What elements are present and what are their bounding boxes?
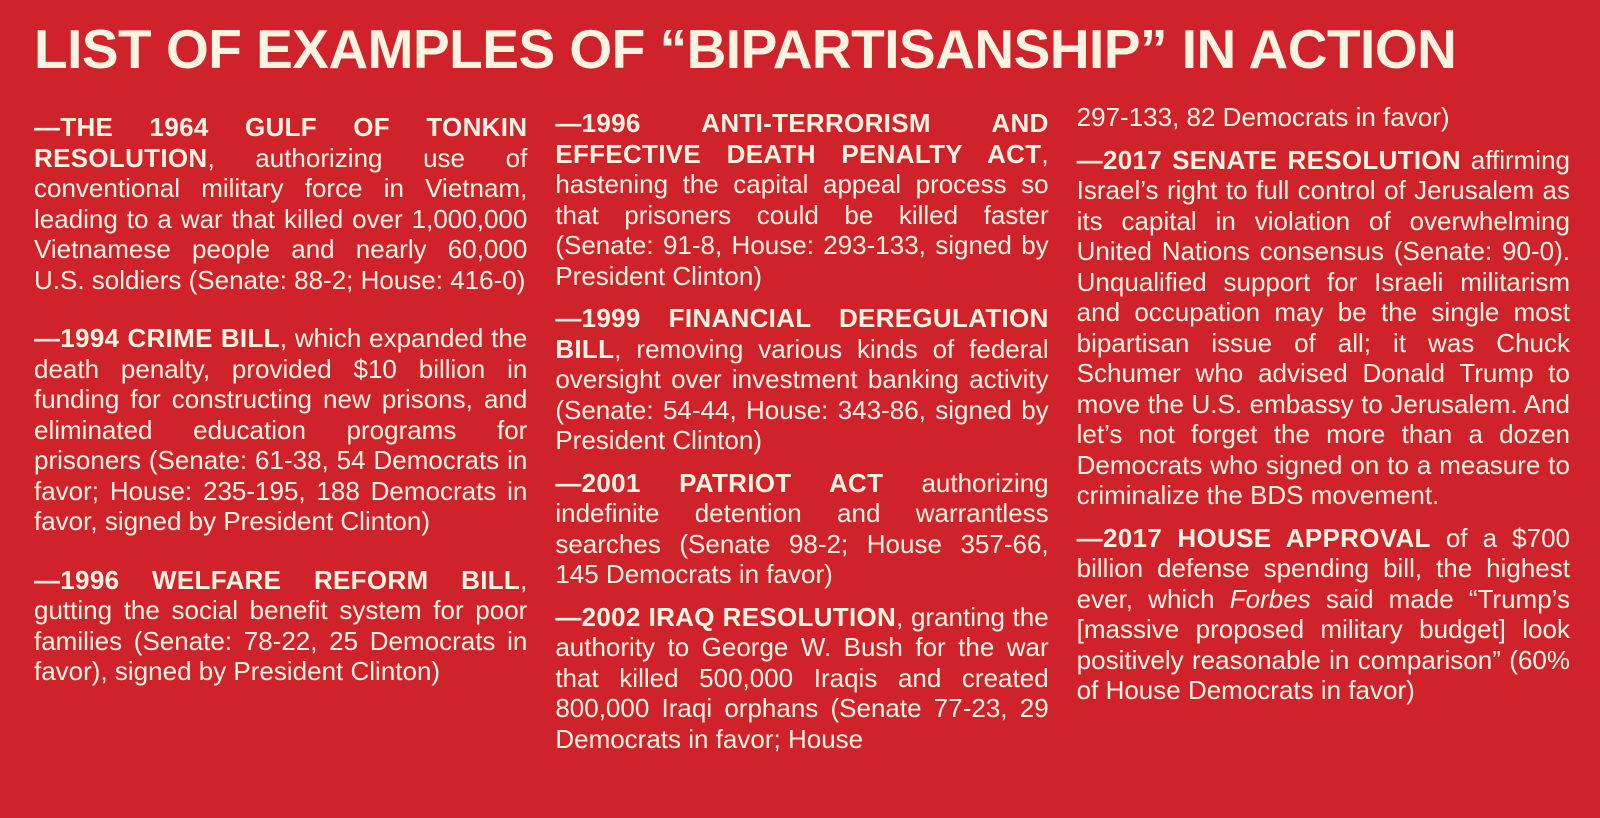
entry-text: of a $700 billion defense spending bill, the highest ever, which <box>1076 522 1570 614</box>
columns <box>34 102 1570 766</box>
entry-lead: —THE 1964 GULF OF TONKIN RESOLUTION <box>34 112 528 173</box>
entry-lead: —1999 FINANCIAL DEREGULATION BILL <box>555 303 1049 364</box>
entry-lead: —1994 CRIME BILL <box>34 323 280 353</box>
page-title: LIST OF EXAMPLES OF “BIPARTISANSHIP” IN ACTION <box>34 18 1457 80</box>
entry-senate-resolution-2017 <box>1077 145 1570 511</box>
entry-text: , removing various kinds of federal oversight over investment banking activity (Senate: 54-44, House: 343-86, signed by President Clinton) <box>555 333 1049 455</box>
column-2 <box>555 108 1048 766</box>
entry-lead: —2002 IRAQ RESOLUTION <box>555 601 897 632</box>
entry-financial-deregulation-bill <box>555 303 1048 456</box>
column-3 <box>1077 102 1570 766</box>
entry-text: authorizing indefinite detention and warrantless searches (Senate 98-2; House 357-66, 145 Democrats in favor) <box>555 467 1049 589</box>
entry-text: , authorizing use of conventional military force in Vietnam, leading to a war that killed over 1,000,000 Vietnamese people and nearly 60,000 U.S. soldiers (Senate: 88-2; House: 416-0) <box>34 142 528 295</box>
entry-lead: —1996 WELFARE REFORM BILL <box>34 564 521 595</box>
entry-lead: —2017 SENATE RESOLUTION <box>1076 144 1461 175</box>
entry-patriot-act <box>555 468 1048 590</box>
entry-lead: —1996 ANTI-TERRORISM AND EFFECTIVE DEATH PENALTY ACT <box>555 108 1049 169</box>
entry-italic-text: Forbes <box>1229 583 1311 614</box>
entry-text: , granting the authority to George W. Bush for the war that killed 500,000 Iraqis and created 800,000 Iraqi orphans (Senate 77-23, 29 Democrats in favor; House <box>555 601 1049 754</box>
entry-house-approval-2017 <box>1077 523 1570 706</box>
entry-text: , hastening the capital appeal process so that prisoners could be killed faster (Senate: 91-8, House: 293-133, signed by President Clinton) <box>555 138 1049 291</box>
entry-lead: —2017 HOUSE APPROVAL <box>1076 522 1431 553</box>
entry-text-after: said made “Trump’s [massive proposed military budget] look positively reasonable in comparison” (60% of House Democrats in favor) <box>1076 583 1570 705</box>
column-1 <box>34 112 527 766</box>
entry-text: , which expanded the death penalty, provided $10 billion in funding for constructing new prisons, and eliminated education programs for prisoners (Senate: 61-38, 54 Democrats in favor; House: 235-195, 188 Democrats in favor, signed by President Clinton) <box>34 323 528 536</box>
entry-anti-terrorism-act <box>555 108 1048 291</box>
entry-continuation: 297-133, 82 Democrats in favor) <box>1076 102 1450 132</box>
entry-iraq-resolution <box>555 602 1048 755</box>
entry-text: affirming Israel’s right to full control of Jerusalem as its capital in violation of overwhelming United Nations consensus (Senate: 90-0). Unqualified support for Israeli militarism and occupation may be the single most bipartisan issue of all; it was Chuck Schumer who advised Donald Trump to move the U.S. embassy to Jerusalem. And let’s not forget the more than a dozen Democrats who signed on to a measure to criminalize the BDS movement. <box>1076 144 1570 510</box>
entry-tonkin-resolution <box>34 112 527 295</box>
entry-welfare-reform-bill <box>34 565 527 687</box>
entry-crime-bill <box>34 323 527 537</box>
entry-text: , gutting the social benefit system for poor families (Senate: 78-22, 25 Democrats in favor), signed by President Clinton) <box>34 564 528 686</box>
entry-lead: —2001 PATRIOT ACT <box>555 467 884 498</box>
